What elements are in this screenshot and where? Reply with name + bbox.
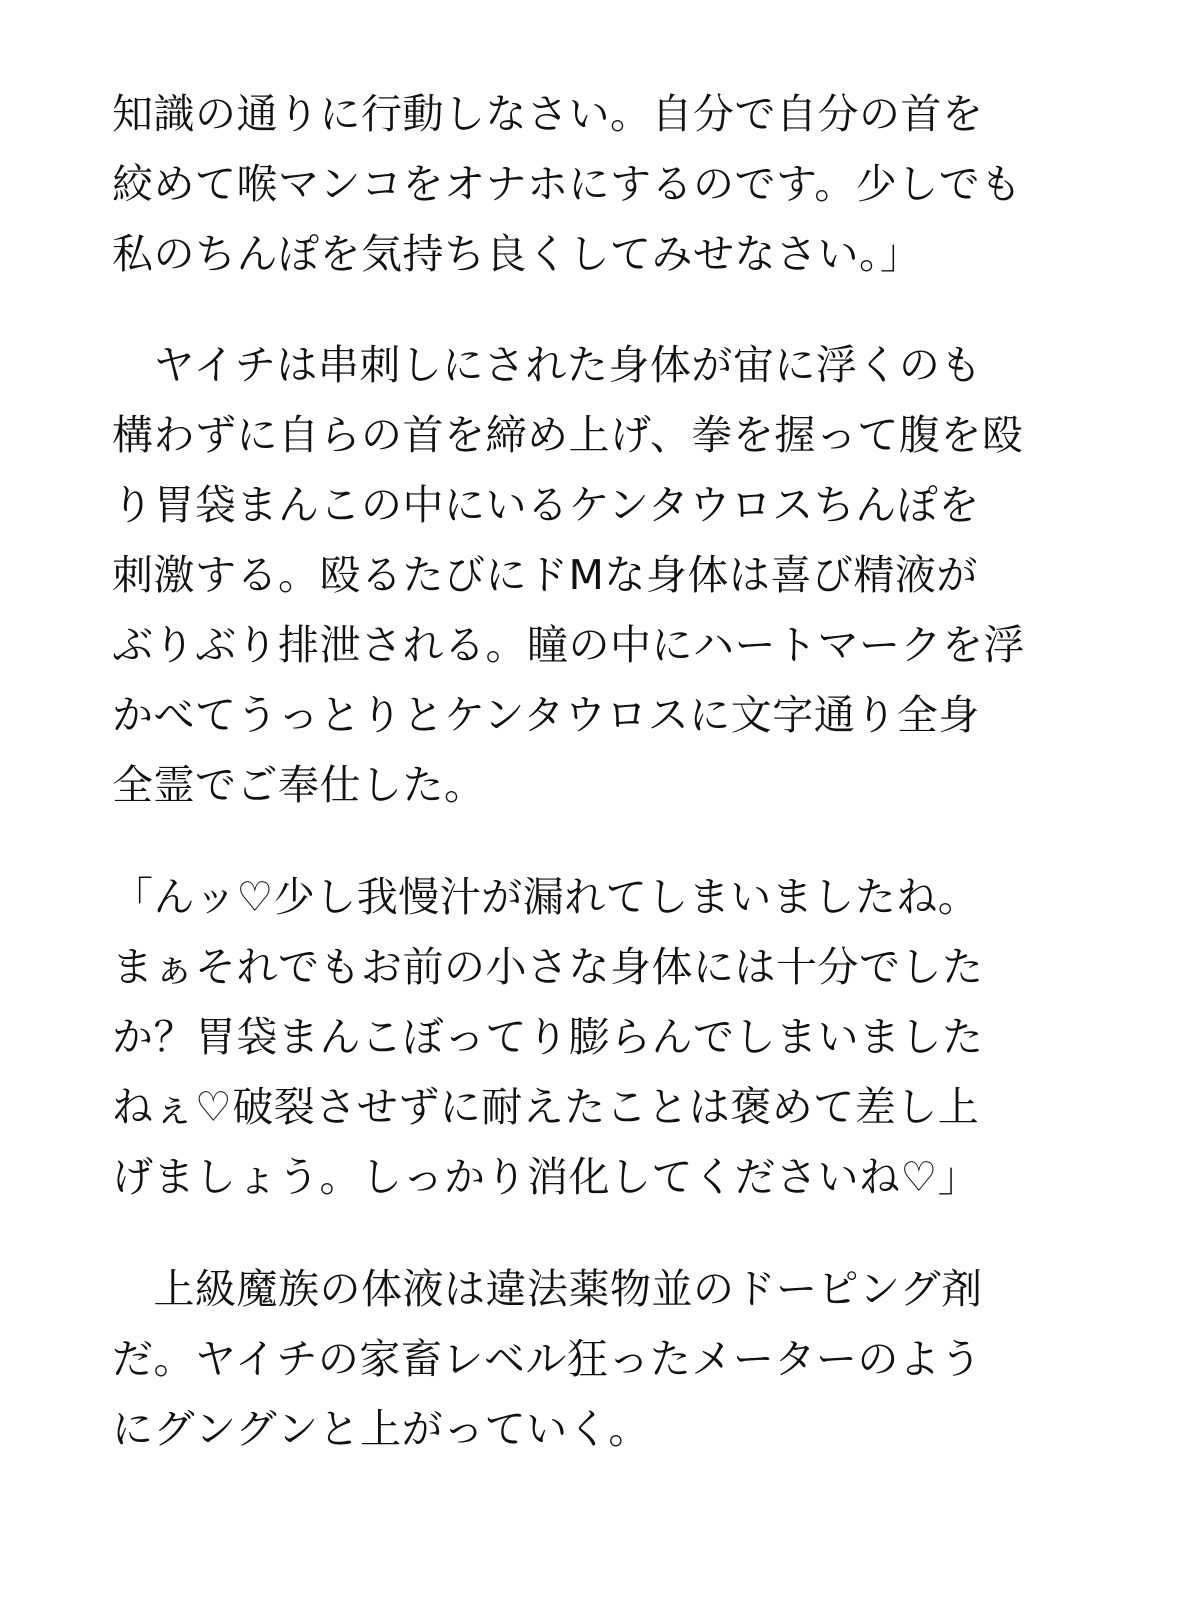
paragraph-3-line-4: ねぇ♡破裂させずに耐えたことは褒めて差し上 <box>112 1083 980 1131</box>
paragraph-4-line-1: 上級魔族の体液は違法薬物並のドーピング剤 <box>112 1265 983 1313</box>
paragraph-1-line-1: 知識の通りに行動しなさい。自分で自分の首を <box>112 90 984 138</box>
paragraph-4-line-2: だ。ヤイチの家畜レベル狂ったメーターのよう <box>112 1335 982 1383</box>
paragraph-2-line-2: 構わずに自らの首を締め上げ、拳を握って腹を殴 <box>112 411 1024 459</box>
paragraph-3-line-2: まぁそれでもお前の小さな身体には十分でした <box>112 943 984 991</box>
paragraph-3-line-3: か？胃袋まんこぼってり膨らんでしまいました <box>112 1013 984 1061</box>
paragraph-3-line-1: 「んッ♡少し我慢汁が漏れてしまいましたね。 <box>112 873 980 921</box>
paragraph-3-line-5: げましょう。しっかり消化してくださいね♡」 <box>112 1153 980 1201</box>
paragraph-1-line-3: 私のちんぽを気持ち良くしてみせなさい。」 <box>112 230 922 278</box>
paragraph-2-line-6: かべてうっとりとケンタウロスに文字通り全身 <box>112 691 980 739</box>
paragraph-2-line-1: ヤイチは串刺しにされた身体が宙に浮くのも <box>112 341 982 389</box>
paragraph-2-line-5: ぶりぶり排泄される。瞳の中にハートマークを浮 <box>112 621 1025 669</box>
paragraph-4-line-3: にグングンと上がっていく。 <box>112 1405 650 1453</box>
paragraph-1-line-2: 絞めて喉マンコをオナホにするのです。少しでも <box>112 160 1022 208</box>
paragraph-2-line-3: り胃袋まんこの中にいるケンタウロスちんぽを <box>112 481 980 529</box>
paragraph-2-line-4: 刺激する。殴るたびにドMな身体は喜び精液が <box>112 551 978 599</box>
paragraph-2-line-7: 全霊でご奉仕した。 <box>112 761 486 809</box>
